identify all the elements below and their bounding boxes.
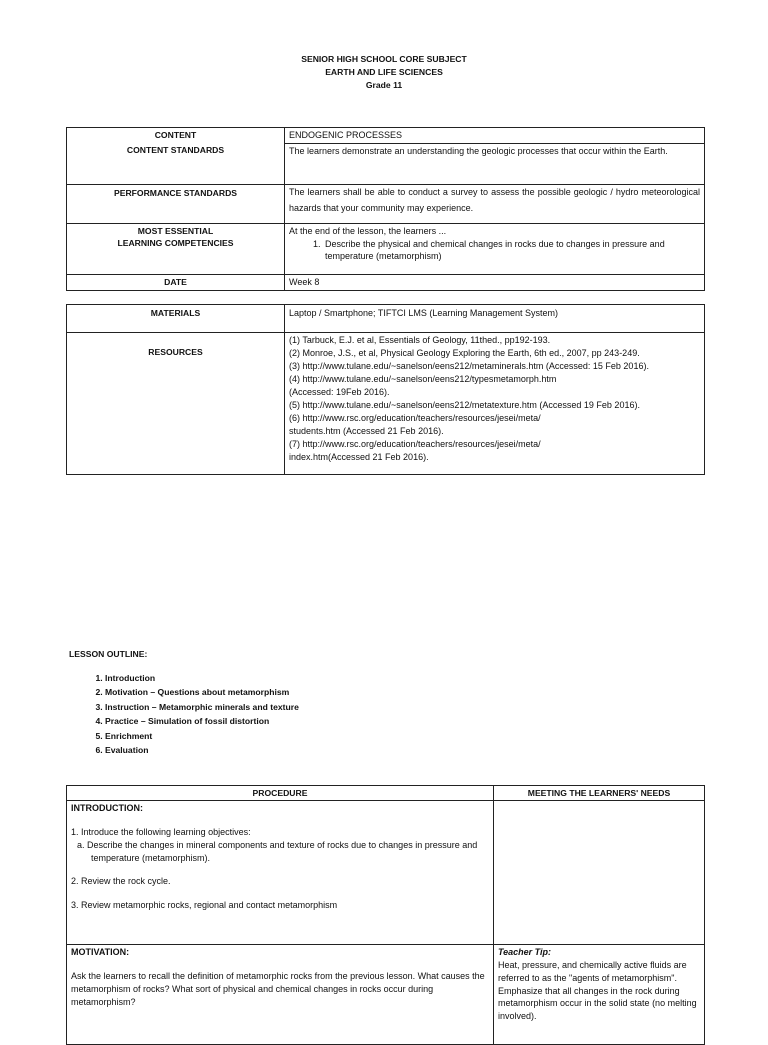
motivation-text: Ask the learners to recall the definition of metamorphic rocks from the previous lesson. What causes the metamorphism of rocks? What sort of physical and chemical changes in rocks occur during metamorphism?: [71, 970, 485, 1007]
materials-table: [66, 304, 705, 475]
melc-label: [67, 223, 285, 274]
procedure-header: PROCEDURE: [67, 786, 494, 801]
intro-step-1a-cont: temperature (metamorphism).: [91, 852, 211, 863]
resource-item: (5) http://www.tulane.edu/~sanelson/eens212/metatexture.htm (Accessed 19 Feb 2016).: [289, 399, 640, 410]
content-standards-value: The learners demonstrate an understanding the geologic processes that occur within the Earth.: [285, 143, 705, 184]
resource-item: (3) http://www.tulane.edu/~sanelson/eens212/metaminerals.htm (Accessed: 15 Feb 2016).: [289, 360, 649, 371]
resource-item: (7) http://www.rsc.org/education/teachers/resources/jesei/meta/: [289, 438, 541, 449]
introduction-cell: [67, 801, 494, 945]
intro-step-1a: a. Describe the changes in mineral components and texture of rocks due to changes in pressure and: [77, 839, 478, 850]
melc-label-line-1: MOST ESSENTIAL: [137, 225, 214, 236]
motivation-cell: [67, 945, 494, 1045]
resources-label: RESOURCES: [67, 333, 285, 475]
resource-item: (4) http://www.tulane.edu/~sanelson/eens212/typesmetamorph.htm: [289, 373, 557, 384]
resource-item: (Accessed: 19Feb 2016).: [289, 386, 390, 397]
content-standards-label: CONTENT STANDARDS: [67, 143, 285, 184]
teacher-tip-text: Heat, pressure, and chemically active fluids are referred to as the "agents of metamorphism". Emphasize that all changes in the rock during metamorphism occur in the solid state (no melting involved).: [498, 959, 697, 1022]
header-line-2: EARTH AND LIFE SCIENCES: [325, 66, 443, 77]
outline-item: 1. Introduction: [105, 671, 299, 685]
outline-item: 3. Instruction – Metamorphic minerals and texture: [105, 700, 299, 714]
procedure-table: [66, 785, 705, 1045]
outline-item: 2. Motivation – Questions about metamorphism: [105, 685, 299, 699]
document-header: [0, 53, 768, 92]
melc-list: [289, 238, 700, 264]
date-label: DATE: [67, 274, 285, 290]
introduction-title: INTRODUCTION:: [71, 803, 143, 814]
content-label: CONTENT: [67, 128, 285, 144]
lesson-outline-title: LESSON OUTLINE:: [69, 649, 148, 659]
intro-step-1: 1. Introduce the following learning objectives:: [71, 826, 251, 837]
performance-standards-label: PERFORMANCE STANDARDS: [67, 184, 285, 223]
materials-value: Laptop / Smartphone; TIFTCI LMS (Learning Management System): [285, 305, 705, 333]
melc-intro: At the end of the lesson, the learners ...: [289, 225, 447, 236]
melc-label-line-2: LEARNING COMPETENCIES: [117, 237, 234, 248]
melc-value: [285, 223, 705, 274]
header-line-1: SENIOR HIGH SCHOOL CORE SUBJECT: [301, 54, 467, 64]
performance-standards-value: The learners shall be able to conduct a survey to assess the possible geologic / hydro meteorological hazards that your community may experience.: [285, 184, 705, 223]
intro-step-2: 2. Review the rock cycle.: [71, 876, 171, 887]
outline-item: 6. Evaluation: [105, 743, 299, 757]
outline-item: 5. Enrichment: [105, 729, 299, 743]
materials-label: MATERIALS: [67, 305, 285, 333]
resource-item: (1) Tarbuck, E.J. et al, Essentials of Geology, 11thed., pp192-193.: [289, 335, 551, 345]
resource-item: (6) http://www.rsc.org/education/teachers/resources/jesei/meta/: [289, 412, 541, 423]
resources-list: [285, 333, 705, 475]
content-value: ENDOGENIC PROCESSES: [285, 128, 705, 144]
introduction-needs-cell: [494, 801, 705, 945]
resource-item: index.htm(Accessed 21 Feb 2016).: [289, 451, 429, 462]
header-line-3: Grade 11: [365, 79, 403, 90]
teacher-tip-cell: [494, 945, 705, 1045]
motivation-title: MOTIVATION:: [71, 947, 130, 958]
melc-item: 1. Describe the physical and chemical changes in rocks due to changes in pressure and temperature (metamorphism): [323, 238, 700, 264]
lesson-outline-list: [69, 671, 299, 758]
resource-item: students.htm (Accessed 21 Feb 2016).: [289, 425, 444, 436]
intro-step-3: 3. Review metamorphic rocks, regional and contact metamorphism: [71, 900, 338, 911]
overview-table: [66, 127, 705, 291]
resource-item: (2) Monroe, J.S., et al, Physical Geology Exploring the Earth, 6th ed., 2007, pp 243-249.: [289, 347, 640, 358]
outline-item: 4. Practice – Simulation of fossil distortion: [105, 714, 299, 728]
teacher-tip-title: Teacher Tip:: [498, 947, 552, 958]
learners-needs-header: MEETING THE LEARNERS' NEEDS: [494, 786, 705, 801]
date-value: Week 8: [285, 274, 705, 290]
